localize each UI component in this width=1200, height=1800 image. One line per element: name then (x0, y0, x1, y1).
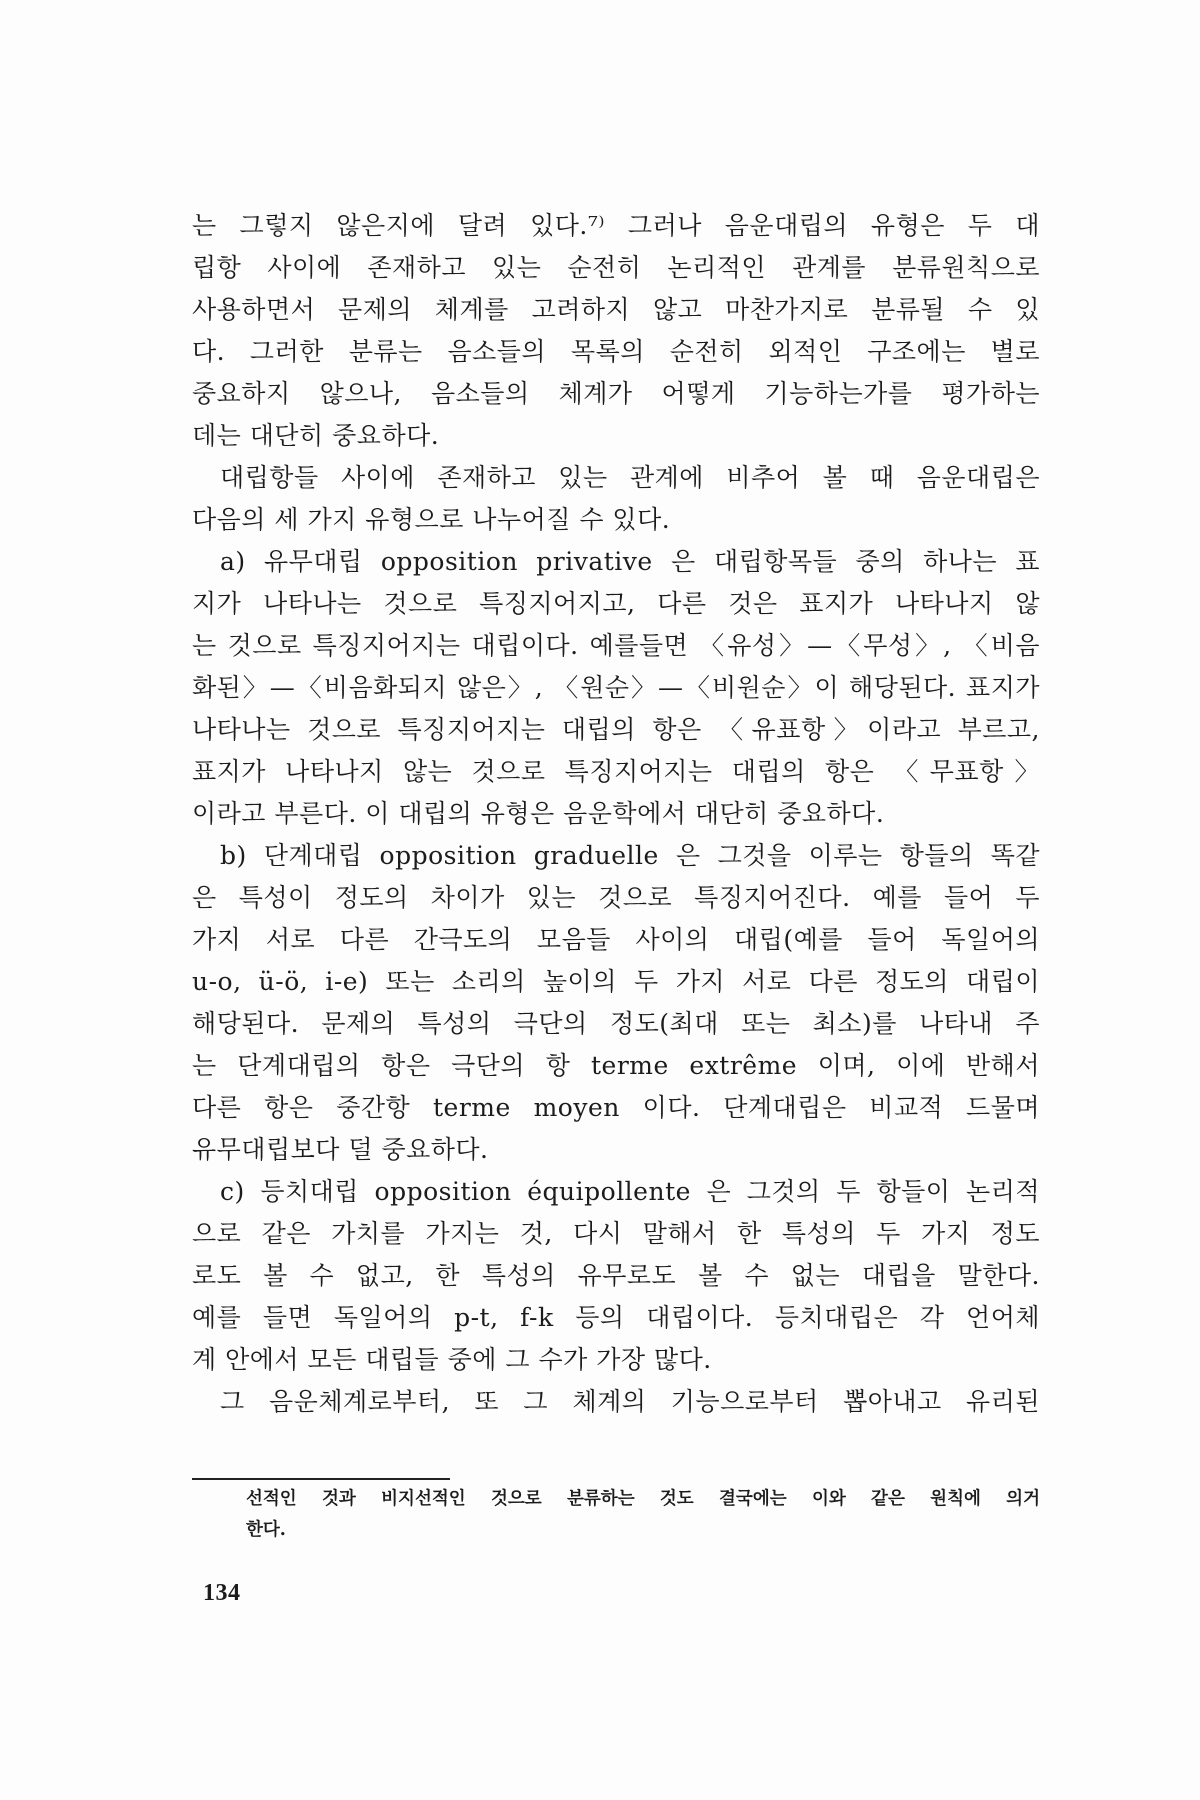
body-line: 나타나는 것으로 특징지어지는 대립의 항은 〈유표항〉이라고 부르고, (192, 715, 1040, 744)
body-line: 으로 같은 가치를 가지는 것, 다시 말해서 한 특성의 두 가지 정도 (192, 1219, 1040, 1248)
body-line: 사용하면서 문제의 체계를 고려하지 않고 마찬가지로 분류될 수 있 (192, 295, 1040, 324)
body-line: 다. 그러한 분류는 음소들의 목록의 순전히 외적인 구조에는 별로 (192, 337, 1040, 366)
body-line: 이라고 부른다. 이 대립의 유형은 음운학에서 대단히 중요하다. (192, 799, 885, 828)
page-number: 134 (203, 1580, 241, 1606)
body-line: 데는 대단히 중요하다. (192, 421, 440, 450)
body-line: 은 특성이 정도의 차이가 있는 것으로 특징지어진다. 예를 들어 두 (192, 883, 1040, 912)
body-line: 지가 나타나는 것으로 특징지어지고, 다른 것은 표지가 나타나지 않 (192, 589, 1040, 618)
body-line: 화된〉—〈비음화되지 않은〉, 〈원순〉—〈비원순〉이 해당된다. 표지가 (192, 673, 1040, 702)
body-line: 예를 들면 독일어의 p-t, f-k 등의 대립이다. 등치대립은 각 언어체 (192, 1303, 1040, 1332)
footnote-divider (192, 1478, 450, 1480)
body-line: 계 안에서 모든 대립들 중에 그 수가 가장 많다. (192, 1345, 712, 1374)
footnote-line: 한다. (246, 1520, 286, 1540)
body-line: u-o, ü-ö, i-e) 또는 소리의 높이의 두 가지 서로 다른 정도의 대립이 (192, 967, 1040, 996)
body-line: 립항 사이에 존재하고 있는 순전히 논리적인 관계를 분류원칙으로 (192, 253, 1040, 282)
body-line: b) 단계대립 opposition graduelle 은 그것을 이루는 항들의 똑같 (220, 841, 1040, 870)
footnote-line: 선적인 것과 비지선적인 것으로 분류하는 것도 결국에는 이와 같은 원칙에 의거 (246, 1489, 1040, 1509)
body-line: 다음의 세 가지 유형으로 나누어질 수 있다. (192, 505, 671, 534)
body-line: 다른 항은 중간항 terme moyen 이다. 단계대립은 비교적 드물며 (192, 1093, 1040, 1122)
body-line: a) 유무대립 opposition privative 은 대립항목들 중의 하나는 표 (220, 547, 1040, 576)
body-line: 로도 볼 수 없고, 한 특성의 유무로도 볼 수 없는 대립을 말한다. (192, 1261, 1040, 1290)
body-text (192, 205, 1040, 1423)
footnote (246, 1484, 1040, 1546)
body-line: 표지가 나타나지 않는 것으로 특징지어지는 대립의 항은 〈무표항〉 (192, 757, 1040, 786)
body-line: 유무대립보다 덜 중요하다. (192, 1135, 489, 1164)
body-line: 는 단계대립의 항은 극단의 항 terme extrême 이며, 이에 반해서 (192, 1051, 1040, 1080)
body-line: 는 그렇지 않은지에 달려 있다.⁷⁾ 그러나 음운대립의 유형은 두 대 (192, 211, 1040, 240)
body-line: c) 등치대립 opposition équipollente 은 그것의 두 항들이 논리적 (220, 1177, 1040, 1206)
body-line: 해당된다. 문제의 특성의 극단의 정도(최대 또는 최소)를 나타내 주 (192, 1009, 1040, 1038)
body-line: 는 것으로 특징지어지는 대립이다. 예를들면 〈유성〉—〈무성〉, 〈비음 (192, 631, 1040, 660)
body-line: 가지 서로 다른 간극도의 모음들 사이의 대립(예를 들어 독일어의 (192, 925, 1040, 954)
body-line: 대립항들 사이에 존재하고 있는 관계에 비추어 볼 때 음운대립은 (220, 463, 1040, 492)
body-line: 그 음운체계로부터, 또 그 체계의 기능으로부터 뽑아내고 유리된 (220, 1387, 1040, 1416)
body-line: 중요하지 않으나, 음소들의 체계가 어떻게 기능하는가를 평가하는 (192, 379, 1040, 408)
